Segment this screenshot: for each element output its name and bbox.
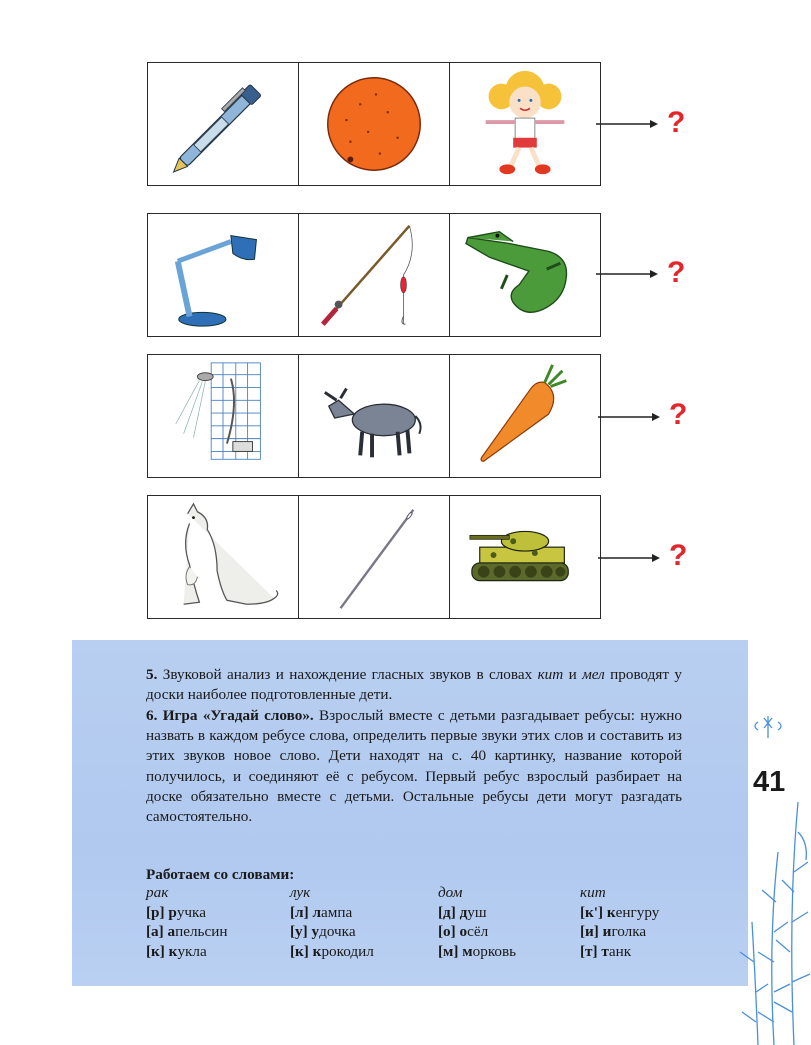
picture-cell-shower [147, 354, 299, 478]
paragraph-6-number: 6. [146, 707, 158, 724]
picture-cell-donkey [298, 354, 450, 478]
picture-cell-needle [298, 495, 450, 619]
question-mark: ? [667, 256, 686, 289]
word-column [290, 883, 374, 961]
picture-cell-lamp [147, 213, 299, 337]
word-column [438, 883, 516, 961]
donkey-image [299, 355, 449, 477]
arrow-icon [598, 551, 660, 565]
column-head: рак [146, 884, 169, 901]
crocodile-image [450, 214, 600, 336]
picture-cell-kangaroo [147, 495, 299, 619]
column-head: кит [580, 884, 606, 901]
kangaroo-image [148, 496, 298, 618]
carrot-image [450, 355, 600, 477]
word-row: [к] кукла [146, 942, 207, 960]
picture-cell-doll [449, 62, 601, 186]
word-row: [т] танк [580, 942, 632, 960]
word-row: [л] лампа [290, 903, 353, 921]
shower-image [148, 355, 298, 477]
word-row: [а] апельсин [146, 923, 228, 940]
word-row: [к] крокодил [290, 942, 374, 960]
question-mark: ? [669, 398, 688, 431]
lamp-image [148, 214, 298, 336]
column-head: дом [438, 884, 463, 901]
paragraph-6: 6. Игра «Угадай слово». Взрослый вместе с детьми разгадывает ребусы: нужно назвать в каждом ребусе слова, определить первые звуки этих слов и составить из этих звуков новое слово. Дети находят на с. 40 картинку, название которой получилось, и соединяют её с ребусом. Первый ребус взрослый разбирает на доске обязательно вместе с детьми. Остальные ребусы дети могут разгадать самостоятельно. [146, 707, 682, 826]
paragraph-5: 5. Звуковой анализ и нахождение гласных звуков в словах кит и мел проводят у доски наиболее подготовленные дети. [146, 666, 682, 704]
pen-image [148, 63, 298, 185]
arrow-icon [596, 117, 658, 131]
needle-image [299, 496, 449, 618]
word-column [580, 883, 659, 961]
word-row: [д] душ [438, 903, 487, 921]
word-row: [м] морковь [438, 942, 517, 960]
picture-cell-carrot [449, 354, 601, 478]
fishing-rod-image [299, 214, 449, 336]
picture-cell-pen [147, 62, 299, 186]
plant-decoration-icon [728, 712, 811, 1045]
picture-cell-tank [449, 495, 601, 619]
page-number: 41 [753, 766, 786, 798]
question-mark: ? [667, 106, 686, 139]
arrow-icon [598, 410, 660, 424]
tank-image [450, 496, 600, 618]
picture-cell-crocodile [449, 213, 601, 337]
word-row: [р] ручка [146, 903, 206, 921]
picture-cell-fishing-rod [298, 213, 450, 337]
words-section-title: Работаем со словами: [146, 866, 295, 883]
word-row: [и] иголка [580, 923, 647, 940]
paragraph-5-number: 5. [146, 666, 158, 683]
doll-image [450, 63, 600, 185]
game-title: Игра «Угадай слово». [157, 707, 314, 724]
question-mark: ? [669, 539, 688, 572]
word-column [146, 883, 227, 961]
picture-cell-orange [298, 62, 450, 186]
arrow-icon [596, 267, 658, 281]
orange-image [299, 63, 449, 185]
word-row: [к'] кенгуру [580, 903, 660, 921]
word-row: [о] осёл [438, 923, 489, 940]
column-head: лук [290, 884, 311, 901]
word-row: [у] удочка [290, 923, 356, 940]
